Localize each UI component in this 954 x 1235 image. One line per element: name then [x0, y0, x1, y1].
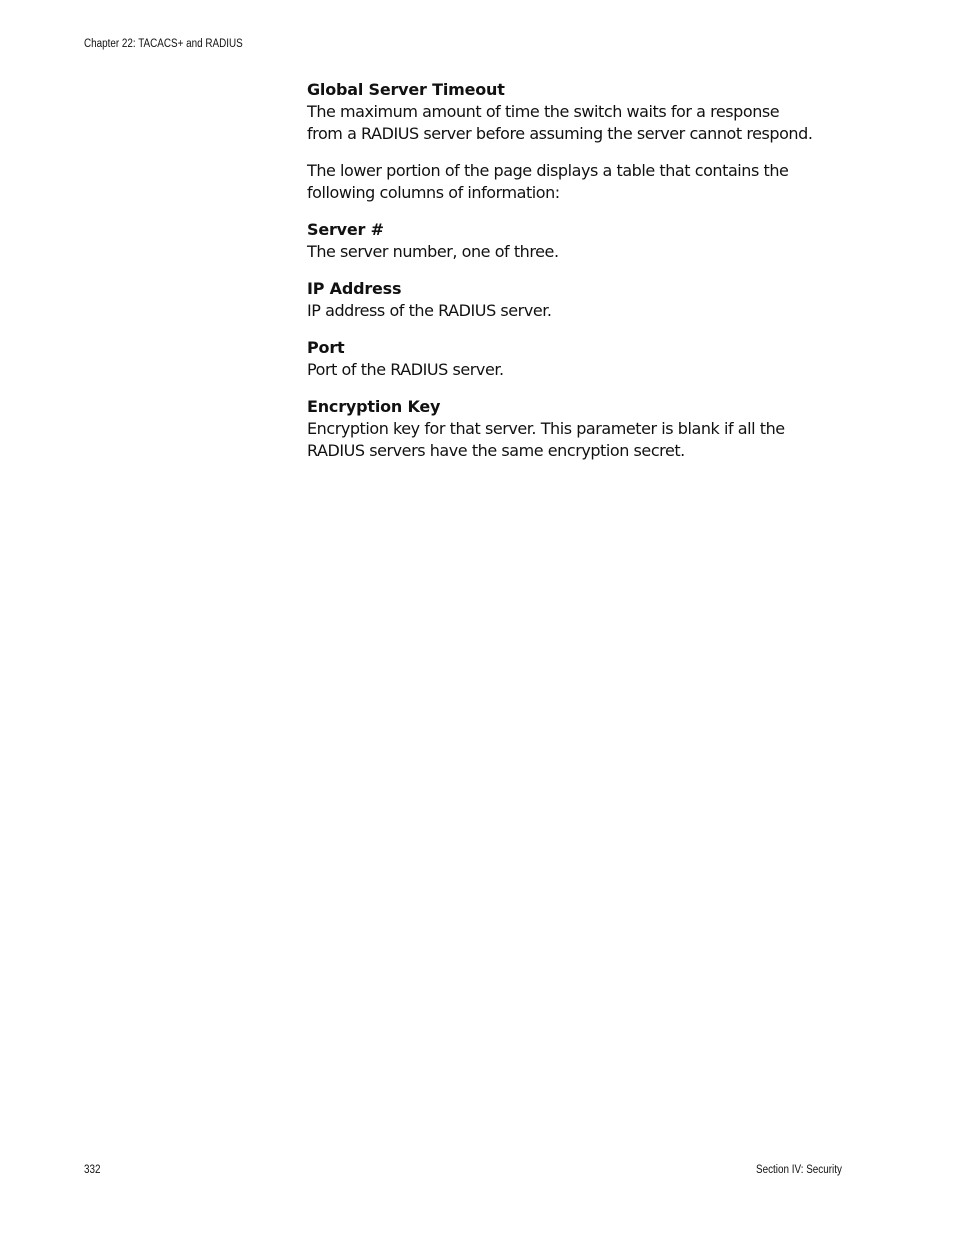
- definition-term: IP Address: [307, 279, 402, 298]
- definition-description-line: Encryption key for that server. This parameter is blank if all the: [307, 419, 785, 438]
- paragraph-line: The lower portion of the page displays a table that contains the: [307, 161, 789, 180]
- definition-term: Port: [307, 338, 345, 357]
- definition-server-number: [307, 219, 847, 263]
- definition-term: Server #: [307, 220, 384, 239]
- definition-term: Global Server Timeout: [307, 80, 505, 99]
- definition-description-line: RADIUS servers have the same encryption secret.: [307, 441, 685, 460]
- running-header: Chapter 22: TACACS+ and RADIUS: [84, 38, 243, 50]
- definition-description-line: Port of the RADIUS server.: [307, 360, 504, 379]
- paragraph-line: following columns of information:: [307, 183, 560, 202]
- definition-ip-address: [307, 278, 847, 322]
- definition-description-line: The maximum amount of time the switch waits for a response: [307, 102, 780, 121]
- definition-description-line: IP address of the RADIUS server.: [307, 301, 552, 320]
- intro-paragraph: [307, 160, 847, 204]
- definition-description-line: The server number, one of three.: [307, 242, 559, 261]
- definition-global-server-timeout: [307, 79, 847, 145]
- definition-port: [307, 337, 847, 381]
- page-content: [307, 79, 847, 477]
- section-footer: Section IV: Security: [756, 1164, 842, 1176]
- definition-description-line: from a RADIUS server before assuming the server cannot respond.: [307, 124, 813, 143]
- definition-term: Encryption Key: [307, 397, 441, 416]
- page-number: 332: [84, 1164, 101, 1176]
- definition-encryption-key: [307, 396, 847, 462]
